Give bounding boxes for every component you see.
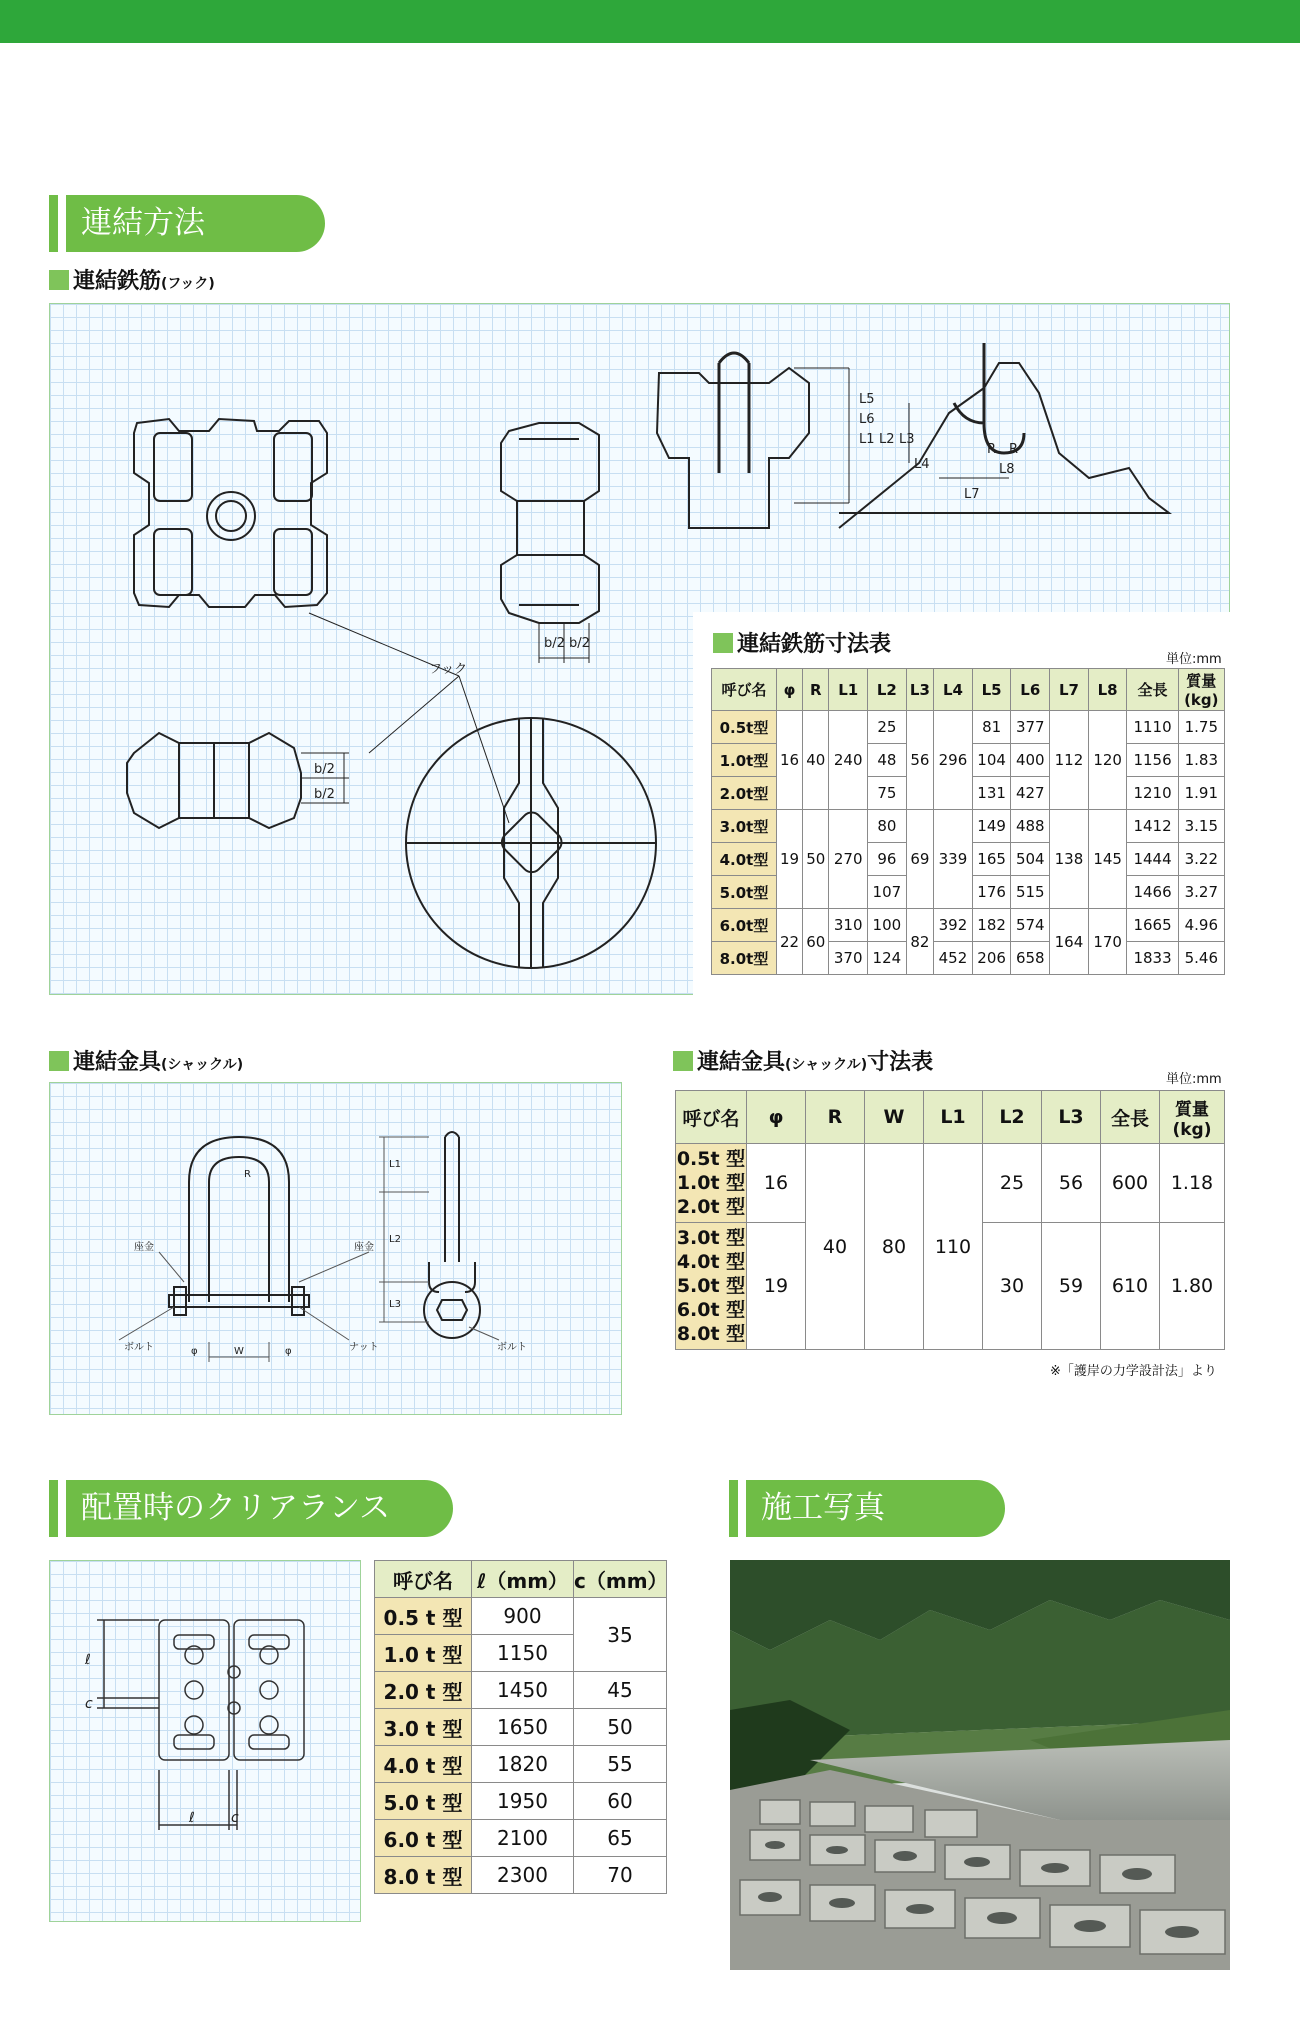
- header-cell: L2: [983, 1091, 1042, 1144]
- dim-L5: L5: [859, 392, 875, 407]
- table-cell: 110: [924, 1144, 983, 1350]
- name-cell: 1.0t型: [712, 744, 777, 777]
- table-cell: 1210: [1127, 777, 1178, 810]
- header-cell: ℓ（mm）: [472, 1561, 574, 1598]
- table-cell: 1412: [1127, 810, 1178, 843]
- clearance-table: [374, 1560, 667, 1894]
- table-cell: 3.22: [1178, 843, 1224, 876]
- table-cell: 55: [574, 1746, 667, 1783]
- table-cell: 1110: [1127, 711, 1178, 744]
- table-cell: 574: [1011, 909, 1050, 942]
- bolt-label: ボルト: [124, 1342, 154, 1353]
- table-cell: 131: [972, 777, 1011, 810]
- table-cell: 515: [1011, 876, 1050, 909]
- b2-label: b/2: [314, 762, 335, 777]
- bullet-square: [49, 270, 69, 290]
- name-cell: 5.0 t 型: [375, 1783, 472, 1820]
- header-cell: φ: [776, 669, 802, 711]
- section-title-connection: 連結方法: [49, 195, 325, 252]
- shackle-drawing: [49, 1082, 622, 1415]
- name-cell: 5.0t型: [712, 876, 777, 909]
- table-cell: 370: [829, 942, 868, 975]
- name-cell: 2.0 t 型: [375, 1672, 472, 1709]
- table-cell: 400: [1011, 744, 1050, 777]
- dim-R: R: [987, 442, 997, 457]
- table-cell: 1820: [472, 1746, 574, 1783]
- table-cell: 206: [972, 942, 1011, 975]
- name-cell: 0.5t型: [712, 711, 777, 744]
- table-cell: 70: [574, 1857, 667, 1894]
- table-cell: 124: [868, 942, 907, 975]
- header-cell: L2: [868, 669, 907, 711]
- block-outline: [234, 1620, 304, 1760]
- table-cell: 104: [972, 744, 1011, 777]
- bullet-square: [673, 1051, 693, 1071]
- table-cell: 5.46: [1178, 942, 1224, 975]
- name-cell: 0.5 t 型: [375, 1598, 472, 1635]
- washer-label: 座金: [134, 1242, 154, 1253]
- dim-l: ℓ: [189, 1810, 195, 1826]
- header-cell: 呼び名: [676, 1091, 747, 1144]
- table-cell: 900: [472, 1598, 574, 1635]
- table-cell: 164: [1050, 909, 1089, 975]
- table-cell: 452: [934, 942, 973, 975]
- hook-right: [954, 343, 1024, 453]
- table-cell: 1.18: [1160, 1144, 1225, 1223]
- table-cell: 59: [1042, 1223, 1101, 1350]
- dim-l: ℓ: [85, 1652, 91, 1668]
- table-cell: 1650: [472, 1709, 574, 1746]
- table-cell: 176: [972, 876, 1011, 909]
- table-cell: 22: [776, 909, 802, 975]
- table-cell: 19: [776, 810, 802, 909]
- table-cell: 658: [1011, 942, 1050, 975]
- clearance-diagram: [49, 1560, 361, 1922]
- table-cell: 1444: [1127, 843, 1178, 876]
- table-cell: 149: [972, 810, 1011, 843]
- header-cell: L8: [1088, 669, 1127, 711]
- table-cell: 2100: [472, 1820, 574, 1857]
- dim-W: W: [234, 1346, 244, 1357]
- header-cell: L1: [829, 669, 868, 711]
- section-title-photo: 施工写真: [729, 1480, 1005, 1537]
- shackle-table-title: 連結金具 (シャックル) 寸法表: [673, 1045, 933, 1076]
- table-cell: 81: [972, 711, 1011, 744]
- name-cell: 2.0t型: [712, 777, 777, 810]
- rebar-dimension-table: [711, 668, 1225, 975]
- table-cell: 1450: [472, 1672, 574, 1709]
- header-cell: L5: [972, 669, 1011, 711]
- table-cell: 120: [1088, 711, 1127, 810]
- header-cell: φ: [747, 1091, 806, 1144]
- header-cell: R: [806, 1091, 865, 1144]
- table-cell: 65: [574, 1820, 667, 1857]
- table-cell: 60: [803, 909, 829, 975]
- table-cell: 107: [868, 876, 907, 909]
- construction-photo: [730, 1560, 1230, 1970]
- table-cell: 48: [868, 744, 907, 777]
- table-cell: 145: [1088, 810, 1127, 909]
- header-cell: W: [865, 1091, 924, 1144]
- dim-R: R: [1009, 442, 1019, 457]
- table-cell: 1156: [1127, 744, 1178, 777]
- dim-c: c: [85, 1696, 93, 1712]
- header-cell: L3: [1042, 1091, 1101, 1144]
- dim-phi: φ: [191, 1346, 198, 1357]
- table-cell: 80: [868, 810, 907, 843]
- table-cell: 296: [934, 711, 973, 810]
- header-cell: L1: [924, 1091, 983, 1144]
- table-cell: 35: [574, 1598, 667, 1672]
- table-cell: 16: [776, 711, 802, 810]
- dim-L6: L6: [859, 412, 875, 427]
- header-cell: 質量 (kg): [1178, 669, 1224, 711]
- hook-label: フック: [429, 662, 468, 677]
- dim-L8: L8: [999, 462, 1015, 477]
- block-outline: [159, 1620, 229, 1760]
- block-slot: [154, 529, 192, 595]
- name-cell: 3.0 t 型: [375, 1709, 472, 1746]
- block-slot: [274, 529, 312, 595]
- table-cell: 504: [1011, 843, 1050, 876]
- table-cell: 600: [1101, 1144, 1160, 1223]
- table-cell: 25: [983, 1144, 1042, 1223]
- table-cell: 25: [868, 711, 907, 744]
- bullet-square: [49, 1051, 69, 1071]
- table-cell: 488: [1011, 810, 1050, 843]
- name-cell: 6.0t型: [712, 909, 777, 942]
- table-cell: 138: [1050, 810, 1089, 909]
- header-cell: L6: [1011, 669, 1050, 711]
- b2-label: b/2: [569, 636, 590, 651]
- table-cell: 427: [1011, 777, 1050, 810]
- b2-label: b/2: [314, 787, 335, 802]
- table-cell: 50: [803, 810, 829, 909]
- table-cell: 1.91: [1178, 777, 1224, 810]
- table-cell: 3.15: [1178, 810, 1224, 843]
- table-cell: 610: [1101, 1223, 1160, 1350]
- bullet-square: [713, 633, 733, 653]
- dim-L7: L7: [964, 487, 980, 502]
- hook-shape: [719, 353, 749, 473]
- table-cell: 392: [934, 909, 973, 942]
- table-cell: 170: [1088, 909, 1127, 975]
- table-cell: 69: [906, 810, 933, 909]
- rebar-table-title: 連結鉄筋寸法表: [713, 627, 891, 658]
- header-cell: L4: [934, 669, 973, 711]
- b2-label: b/2: [544, 636, 565, 651]
- dim-L2: L2: [389, 1234, 401, 1245]
- dim-R: R: [244, 1169, 251, 1180]
- header-cell: 呼び名: [712, 669, 777, 711]
- dim-L2: L2: [879, 432, 895, 447]
- table-cell: 310: [829, 909, 868, 942]
- dim-L1: L1: [389, 1159, 401, 1170]
- name-cell: 4.0t型: [712, 843, 777, 876]
- table-cell: 82: [906, 909, 933, 975]
- table-cell: 100: [868, 909, 907, 942]
- table-cell: 80: [865, 1144, 924, 1350]
- table-cell: 40: [806, 1144, 865, 1350]
- header-cell: 呼び名: [375, 1561, 472, 1598]
- table-cell: 60: [574, 1783, 667, 1820]
- name-cell: 4.0 t 型: [375, 1746, 472, 1783]
- header-cell: 全長: [1127, 669, 1178, 711]
- section-title-clearance: 配置時のクリアランス: [49, 1480, 453, 1537]
- table-cell: 56: [906, 711, 933, 810]
- washer-label: 座金: [354, 1242, 374, 1253]
- block-side-view: [501, 423, 599, 623]
- block-top-view: [134, 419, 327, 607]
- dim-L1: L1: [859, 432, 875, 447]
- table-cell: 40: [803, 711, 829, 810]
- name-cell: 3.0t型: [712, 810, 777, 843]
- table-cell: 270: [829, 810, 868, 909]
- top-bar: [0, 0, 1300, 43]
- table-cell: 1833: [1127, 942, 1178, 975]
- header-cell: L3: [906, 669, 933, 711]
- shackle-title: 連結金具 (シャックル): [49, 1045, 243, 1076]
- table-cell: 1466: [1127, 876, 1178, 909]
- header-cell: L7: [1050, 669, 1089, 711]
- table-cell: 50: [574, 1709, 667, 1746]
- block-slot: [154, 433, 192, 501]
- name-cell: 6.0 t 型: [375, 1820, 472, 1857]
- table-cell: 1150: [472, 1635, 574, 1672]
- dim-L4: L4: [914, 457, 930, 472]
- table-cell: 75: [868, 777, 907, 810]
- dim-L3: L3: [899, 432, 915, 447]
- table-cell: 16: [747, 1144, 806, 1223]
- block-center-hole: [207, 492, 255, 540]
- header-cell: c（mm）: [574, 1561, 667, 1598]
- dim-L3: L3: [389, 1299, 401, 1310]
- table-cell: 1950: [472, 1783, 574, 1820]
- table-cell: 3.27: [1178, 876, 1224, 909]
- block-slot: [274, 433, 312, 501]
- table-cell: 2300: [472, 1857, 574, 1894]
- shackle-side: [445, 1132, 459, 1262]
- table-cell: 339: [934, 810, 973, 909]
- header-cell: 全長: [1101, 1091, 1160, 1144]
- name-cell: 8.0 t 型: [375, 1857, 472, 1894]
- name-cell: 1.0 t 型: [375, 1635, 472, 1672]
- nut-label: ナット: [349, 1342, 379, 1353]
- table-cell: 112: [1050, 711, 1089, 810]
- table-cell: 96: [868, 843, 907, 876]
- shackle-dimension-table: [675, 1090, 1225, 1350]
- unit-label: 単位:mm: [1166, 652, 1222, 667]
- name-cell: 3.0t 型 4.0t 型 5.0t 型 6.0t 型 8.0t 型: [676, 1223, 747, 1350]
- table-cell: 1.80: [1160, 1223, 1225, 1350]
- rebar-title: 連結鉄筋 (フック): [49, 264, 215, 295]
- dim-phi: φ: [285, 1346, 292, 1357]
- table-cell: 1665: [1127, 909, 1178, 942]
- table-cell: 1.83: [1178, 744, 1224, 777]
- dim-c: c: [231, 1810, 239, 1826]
- table-cell: 19: [747, 1223, 806, 1350]
- table-cell: 165: [972, 843, 1011, 876]
- shackle-u: [189, 1137, 289, 1302]
- table-cell: 1.75: [1178, 711, 1224, 744]
- bolt-label: ボルト: [497, 1342, 527, 1353]
- name-cell: 8.0t型: [712, 942, 777, 975]
- header-cell: R: [803, 669, 829, 711]
- table-cell: 56: [1042, 1144, 1101, 1223]
- source-note: ※「護岸の力学設計法」より: [1050, 1364, 1217, 1379]
- table-cell: 240: [829, 711, 868, 810]
- table-cell: 4.96: [1178, 909, 1224, 942]
- table-cell: 182: [972, 909, 1011, 942]
- table-cell: 377: [1011, 711, 1050, 744]
- photo-illustration: [730, 1560, 1230, 1970]
- name-cell: 0.5t 型 1.0t 型 2.0t 型: [676, 1144, 747, 1223]
- unit-label: 単位:mm: [1166, 1072, 1222, 1087]
- header-cell: 質量 (kg): [1160, 1091, 1225, 1144]
- table-cell: 45: [574, 1672, 667, 1709]
- table-cell: 30: [983, 1223, 1042, 1350]
- section-view: [657, 368, 809, 528]
